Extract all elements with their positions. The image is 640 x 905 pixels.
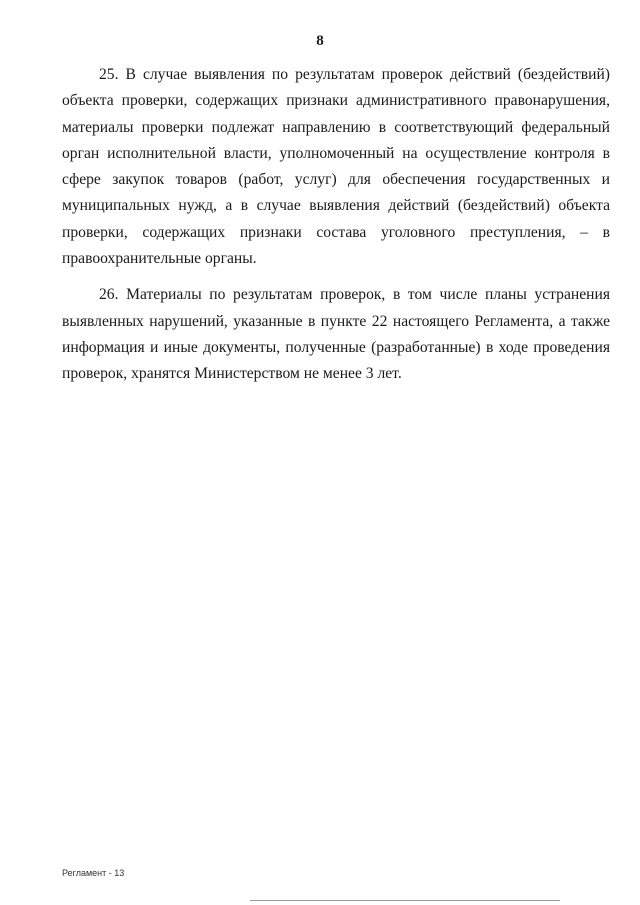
paragraph-25: 25. В случае выявления по результатам проверок действий (бездействий) объекта проверки, содержащих признаки административного правонарушения, материалы проверки подлежат направлению в соответствующий федеральный орган исполнительной власти, уполномоченный на осуществление контроля в сфере закупок товаров (работ, услуг) для обеспечения государственных и муниципальных нужд, а в случае выявления действий (бездействий) объекта проверки, содержащих признаки состава уголовного преступления, – в правоохранительные органы. [62, 66, 610, 268]
footer-label: Регламент - 13 [62, 868, 125, 878]
page-number: 8 [316, 33, 324, 49]
scan-edge-line [250, 900, 560, 901]
paragraph-26: 26. Материалы по результатам проверок, в том числе планы устранения выявленных нарушений, указанные в пункте 22 настоящего Регламента, а также информация и иные документы, полученные (разработанные) в ходе проведения проверок, хранятся Министерством не менее 3 лет. [62, 286, 610, 383]
document-body [62, 62, 610, 398]
